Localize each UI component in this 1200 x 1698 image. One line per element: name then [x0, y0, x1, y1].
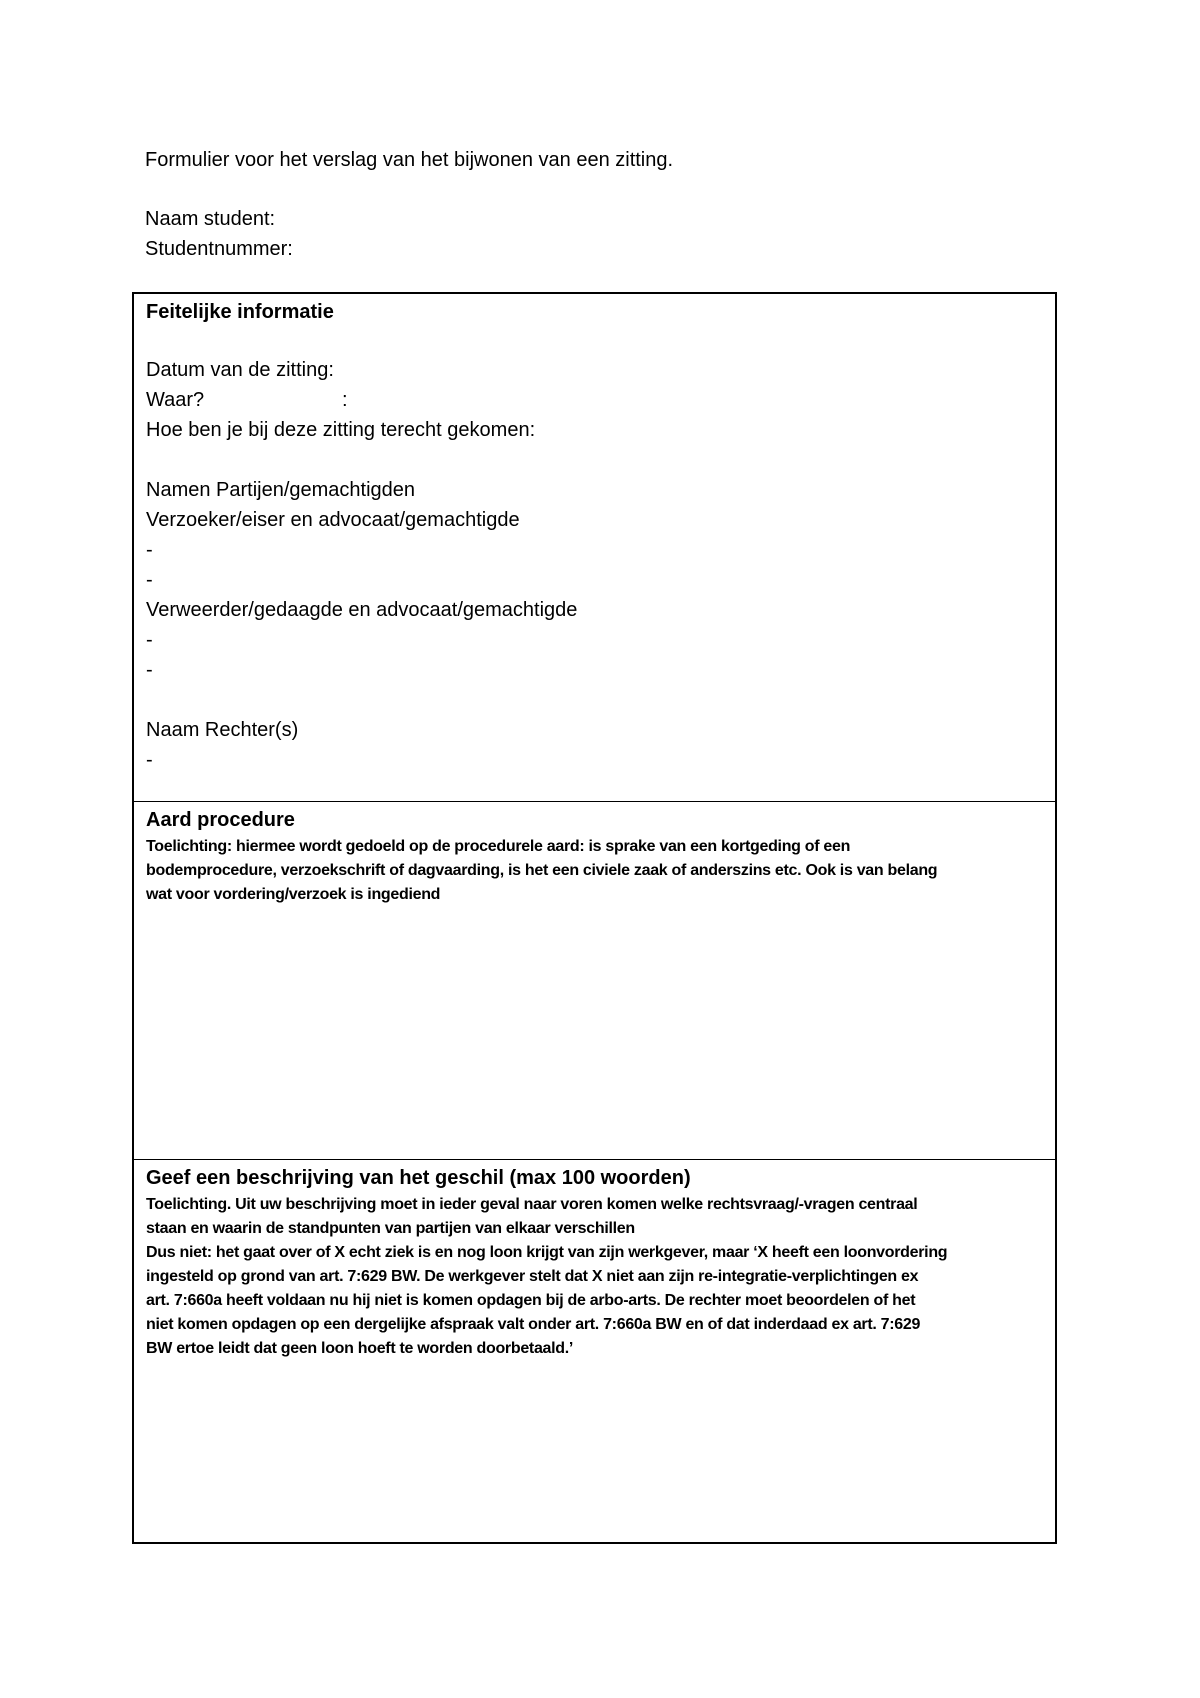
verweerder-item: - [146, 629, 153, 651]
section-feitelijke-informatie [134, 294, 1055, 801]
student-number-label: Studentnummer: [145, 238, 293, 260]
report-form-table [132, 292, 1057, 1544]
section-title: Feitelijke informatie [146, 301, 334, 323]
verweerder-item: - [146, 659, 153, 681]
note-line: BW ertoe leidt dat geen loon hoeft te worden doorbetaald.’ [146, 1340, 574, 1357]
note-line: Toelichting: hiermee wordt gedoeld op de procedurele aard: is sprake van een kortgeding of een [146, 838, 851, 855]
rechter-item: - [146, 749, 153, 771]
section-aard-procedure [134, 801, 1055, 1159]
student-name-label: Naam student: [145, 208, 276, 230]
section-title: Aard procedure [146, 809, 295, 831]
datum-label: Datum van de zitting: [146, 359, 334, 381]
verzoeker-label: Verzoeker/eiser en advocaat/gemachtigde [146, 509, 520, 531]
section-geschil [134, 1159, 1055, 1542]
section-title: Geef een beschrijving van het geschil (max 100 woorden) [146, 1167, 691, 1189]
note-line: Dus niet: het gaat over of X echt ziek is en nog loon krijgt van zijn werkgever, maar ‘X heeft een loonvordering [146, 1244, 948, 1261]
document-title: Formulier voor het verslag van het bijwonen van een zitting. [145, 149, 674, 171]
rechter-label: Naam Rechter(s) [146, 719, 299, 741]
note-line: bodemprocedure, verzoekschrift of dagvaarding, is het een civiele zaak of anderszins etc. Ook is van belang [146, 862, 938, 879]
waar-colon: : [342, 389, 348, 411]
partijen-label: Namen Partijen/gemachtigden [146, 479, 416, 501]
waar-label: Waar? [146, 389, 205, 411]
note-line: niet komen opdagen op een dergelijke afspraak valt onder art. 7:660a BW en of dat inderdaad ex art. 7:629 [146, 1316, 921, 1333]
note-line: ingesteld op grond van art. 7:629 BW. De werkgever stelt dat X niet aan zijn re-integratie-verplichtingen ex [146, 1268, 919, 1285]
aard-note [146, 835, 1043, 907]
verzoeker-item: - [146, 539, 153, 561]
waar-row [146, 385, 1043, 415]
note-line: wat voor vordering/verzoek is ingediend [146, 886, 441, 903]
verweerder-label: Verweerder/gedaagde en advocaat/gemachtigde [146, 599, 578, 621]
geschil-note [146, 1193, 1043, 1361]
note-line: Toelichting. Uit uw beschrijving moet in ieder geval naar voren komen welke rechtsvraag/-vragen centraal [146, 1196, 918, 1213]
terecht-label: Hoe ben je bij deze zitting terecht gekomen: [146, 419, 536, 441]
note-line: staan en waarin de standpunten van partijen van elkaar verschillen [146, 1220, 635, 1237]
verzoeker-item: - [146, 569, 153, 591]
note-line: art. 7:660a heeft voldaan nu hij niet is komen opdagen bij de arbo-arts. De rechter moet beoordelen of het [146, 1292, 916, 1309]
